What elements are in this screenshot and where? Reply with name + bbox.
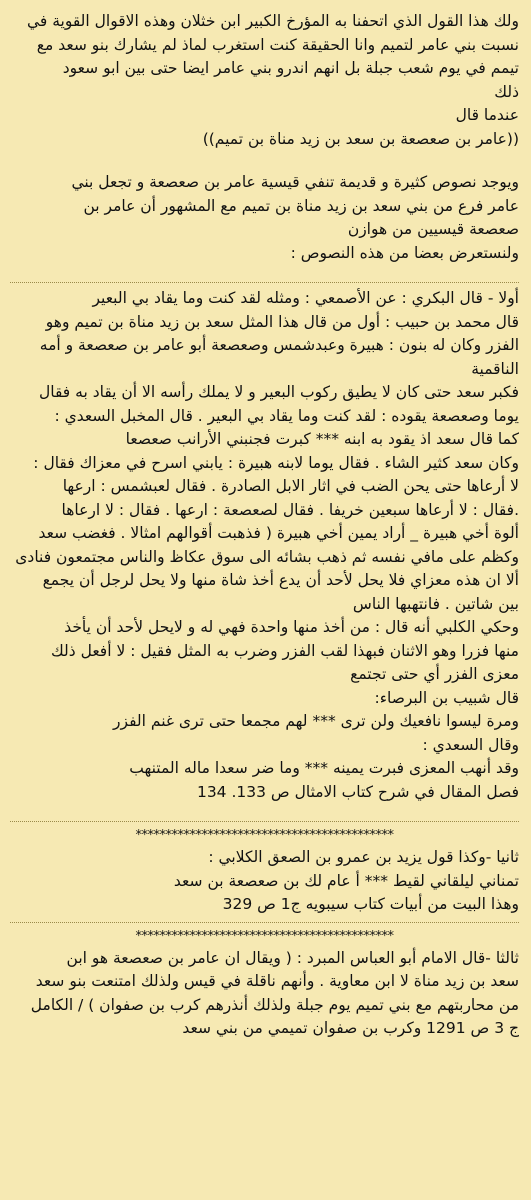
text-line: الناقمية <box>471 359 519 378</box>
text-line: وكان سعد كثير الشاء . فقال يوما لابنه هبيرة : يابني اسرح في معزاك فقال : <box>33 453 519 472</box>
text-line: كما قال سعد اذ يقود به ابنه *** كبرت فجنبني الأرانب صعصعا <box>125 430 519 448</box>
separator-stars: ******************************************* <box>135 928 394 944</box>
text-line: بين شاتين . فانتهبها الناس <box>352 594 519 613</box>
text-line: ((عامر بن صعصعة بن سعد بن زيد مناة بن تميم)) <box>202 129 519 148</box>
second-text-section <box>10 822 519 923</box>
text-line: وحكي الكلبي أنه قال : من أخذ منها واحدة فهي له و لايحل لأحد أن يأخذ <box>64 618 519 636</box>
text-line: وكظم على مافي نفسه ثم ذهب بشائه الى سوق عكاظ والناس مجتمعون فنادى <box>15 547 519 566</box>
text-line: ذلك <box>494 82 519 101</box>
text-line: منها فزرا وهو الاثنان فبهذا لقب الفزر وضرب به المثل فقيل : لا أفعل ذلك <box>50 641 519 660</box>
text-line: ويوجد نصوص كثيرة و قديمة تنفي قيسية عامر بن صعصعة و تجعل بني <box>71 173 519 191</box>
text-line: نسبت بني عامر لتميم وانا الحقيقة كنت استغرب لماذ لم يشارك بنو سعد مع <box>36 35 519 54</box>
text-line: ومرة ليسوا نافعيك ولن ترى *** لهم مجمعا حتى ترى غنم الفزر <box>113 712 519 730</box>
text-line: أولا - قال البكري : عن الأصمعي : ومثله لقد كنت وما يقاد بي البعير <box>92 289 519 307</box>
separator-stars: ******************************************* <box>135 828 394 843</box>
text-line: من محاربتهم مع بني تميم يوم جبلة ولذلك أنذرهم كرب بن صفوان ) / الكامل <box>30 995 519 1014</box>
text-line: تمناني ليلقاني لقيط *** أ عام لك بن صعصعة بن سعد <box>173 871 519 890</box>
text-line: سعد بن زيد مناة لا ابن معاوية . وأنهم ناقلة في قيس ولذلك امتنعت بنو سعد <box>35 972 519 990</box>
text-line: يوما وصعصعة يقوده : لقد كنت وما يقاد بي البعير . قال المخبل السعدي : <box>54 406 519 425</box>
text-line: ولك هذا القول الذي اتحفنا به المؤرخ الكبير ابن خثلان وهذه الاقوال القوية في <box>26 12 519 30</box>
third-text-section <box>10 923 519 1046</box>
first-text-section <box>10 283 519 822</box>
text-line: ج 3 ص 1291 وكرب بن صفوان تميمي من بني سعد <box>182 1019 519 1037</box>
text-line: ثانيا -وكذا قول يزيد بن عمرو بن الصعق الكلابي : <box>208 848 519 866</box>
text-line: ألوة أخي هبيرة _ أراد يمين أخي هبيرة ( فذهبت أقوالهم امثالا . فغضب سعد <box>38 524 519 542</box>
text-line: قال محمد بن حبيب : أول من قال هذا المثل سعد بن زيد مناة بن تميم وهو <box>45 312 519 331</box>
source-citation: وهذا البيت من أبيات كتاب سيبويه ج1 ص 329 <box>222 895 519 913</box>
text-line: فكبر سعد حتى كان لا يطيق ركوب البعير و لا يملك رأسه الا أن يقاد به فقال <box>38 383 519 401</box>
text-line: .فقال : لا أرعاها سبعين خريفا . فقال لصعصعة : ارعها . فقال : لا ارعاها <box>61 500 519 519</box>
text-line: تيمم في يوم شعب جبلة بل انهم اندرو بني عامر ايضا حتى بين ابو سعود <box>62 59 519 77</box>
text-line: لا أرعاها حتى يحن الضب في اثار الابل الصادرة . فقال لعبشمس : ارعها <box>62 477 519 495</box>
source-citation: فصل المقال في شرح كتاب الامثال ص 133. 134 <box>196 782 519 801</box>
text-line: وقال السعدي : <box>422 735 519 754</box>
text-line: ولنستعرض بعضا من هذه النصوص : <box>290 243 519 262</box>
text-line: صعصعة قيسيين من هوازن <box>347 220 519 238</box>
text-line: قال شبيب بن البرصاء: <box>374 688 519 707</box>
text-line: معزى الفزر أي حتى تجتمع <box>350 665 519 683</box>
text-line: عامر فرع من بني سعد بن زيد مناة بن تميم مع المشهور أن عامر بن <box>83 196 519 215</box>
text-line: ثالثا -قال الامام أبو العباس المبرد : ( ويقال ان عامر بن صعصعة هو ابن <box>66 948 519 967</box>
text-line: الفزر وكان له بنون : هبيرة وعبدشمس وصعصعة أبو عامر بن صعصعة و أمه <box>39 336 519 354</box>
text-line: عندما قال <box>455 106 519 124</box>
text-line: ألا ان هذه معزاي فلا يحل لأحد أن يدع أخذ شاة منها ولا يحل لرجل أن يجمع <box>42 571 519 589</box>
intro-paragraph <box>10 6 519 283</box>
text-line: وقد أنهب المعزى فبرت يمينه *** وما ضر سعدا ماله المتنهب <box>129 759 519 777</box>
